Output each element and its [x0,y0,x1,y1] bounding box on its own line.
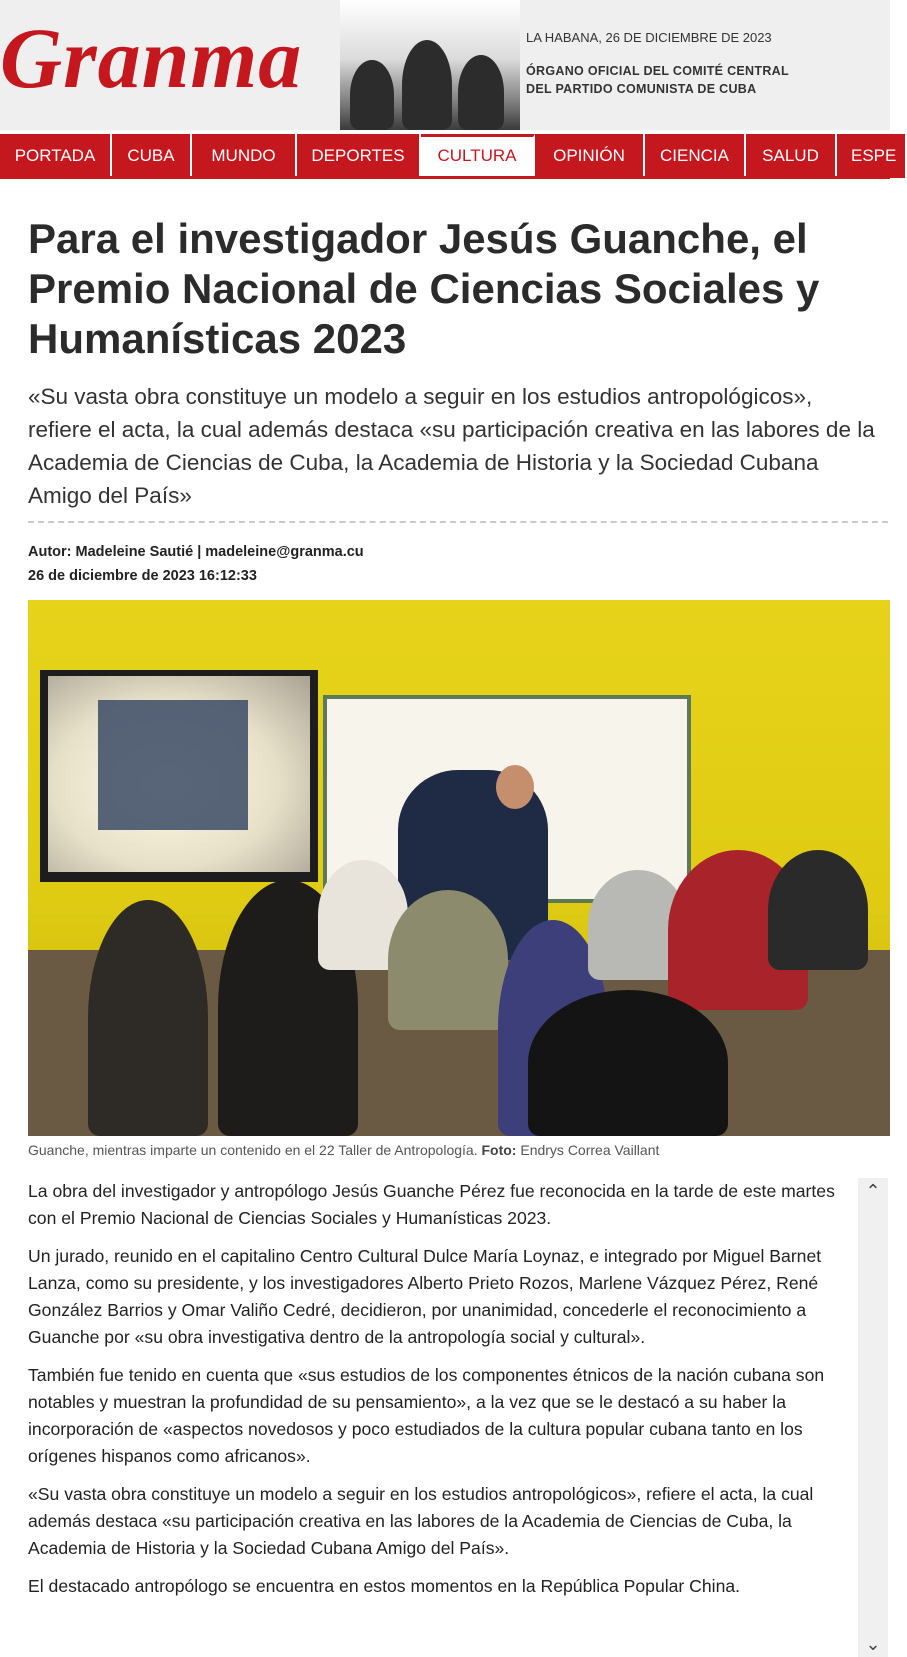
main-nav [0,134,897,178]
nav-item-portada[interactable]: PORTADA [0,134,112,178]
divider [28,521,888,523]
article-title: Para el investigador Jesús Guanche, el Premio Nacional de Ciencias Sociales y Humanísticas 2023 [28,215,820,362]
article-lead: «Su vasta obra constituye un modelo a seguir en los estudios antropológicos», refiere el acta, la cual además destaca «su participación creativa en las labores de la Academia de Ciencias de Cuba, la Academia de Historia y la Sociedad Cubana Amigo del País» [28,384,875,508]
audience-member [88,900,208,1136]
photo-caption [28,1142,659,1158]
nav-item-mundo[interactable]: MUNDO [192,134,297,178]
paragraph: Un jurado, reunido en el capitalino Centro Cultural Dulce María Loynaz, e integrado por Miguel Barnet Lanza, como su presidente, y los investigadores Alberto Prieto Rozos, Marlene Vázquez Pérez, René González Barrios y Omar Valiño Cedré, decidieron, por unanimidad, concederle el reconocimiento a Guanche por «su obra investigativa dentro de la antropología social y cultural». [28,1246,822,1347]
audience-member [528,990,728,1136]
paragraph: El destacado antropólogo se encuentra en estos momentos en la República Popular China. [28,1576,741,1596]
site-logo[interactable]: Granma [0,10,303,106]
organ-tagline [526,62,789,98]
organ-line-2: DEL PARTIDO COMUNISTA DE CUBA [526,82,757,96]
masthead [0,0,890,130]
nav-item-opinion[interactable]: OPINIÓN [535,134,645,178]
header-photo [340,0,520,130]
scroll-thumb[interactable] [861,1208,885,1628]
caption-credit: Endrys Correa Vaillant [520,1142,660,1158]
audience-member [388,890,508,1030]
article-body [28,1178,852,1611]
chevron-up-icon[interactable]: ⌃ [865,1181,881,1201]
nav-item-deportes[interactable]: DEPORTES [297,134,421,178]
article-author[interactable]: Autor: Madeleine Sautié | madeleine@granma.cu [28,544,364,560]
caption-text: Guanche, mientras imparte un contenido en el 22 Taller de Antropología. [28,1142,478,1158]
nav-item-especiales[interactable]: ESPE [837,134,907,178]
article-meta [28,540,364,588]
organ-line-1: ÓRGANO OFICIAL DEL COMITÉ CENTRAL [526,64,789,78]
nav-item-ciencia[interactable]: CIENCIA [645,134,746,178]
nav-item-cuba[interactable]: CUBA [112,134,192,178]
nav-item-cultura[interactable]: CULTURA [421,134,535,178]
paragraph: «Su vasta obra constituye un modelo a seguir en los estudios antropológicos», refiere el acta, la cual además destaca «su participación creativa en las labores de la Academia de Ciencias de Cuba, la Academia de Historia y la Sociedad Cubana Amigo del País». [28,1484,814,1558]
audience-member [768,850,868,970]
nav-underline [0,176,890,179]
article-date: 26 de diciembre de 2023 16:12:33 [28,568,257,584]
chevron-down-icon[interactable]: ⌄ [865,1634,881,1654]
paragraph: También fue tenido en cuenta que «sus estudios de los componentes étnicos de la nación cubana son notables y muestran la profundidad de su pensamiento», a la vez que se le destacó a su haber la incorporación de «aspectos novedosos y poco estudiados de la cultura popular cubana tanto en los orígenes hispanos como africanos». [28,1365,825,1466]
caption-label: Foto: [481,1142,517,1158]
scrollbar[interactable] [858,1178,888,1657]
dateline: LA HABANA, 26 DE DICIEMBRE DE 2023 [526,30,772,45]
nav-item-salud[interactable]: SALUD [746,134,837,178]
lecturer-head [496,765,534,809]
projected-slide [98,700,248,830]
paragraph: La obra del investigador y antropólogo Jesús Guanche Pérez fue reconocida en la tarde de este martes con el Premio Nacional de Ciencias Sociales y Humanísticas 2023. [28,1181,835,1228]
article-photo [28,600,890,1136]
